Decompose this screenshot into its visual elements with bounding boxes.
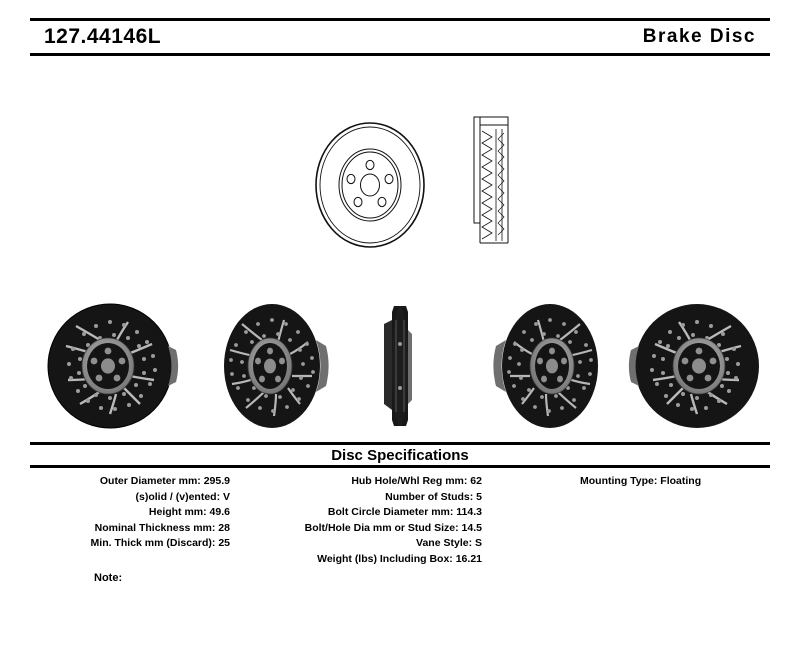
spec-item: Bolt Circle Diameter mm: 114.3 — [327, 506, 482, 518]
spec-column-3 — [520, 474, 770, 490]
spec-item: Nominal Thickness mm: 28 — [94, 521, 230, 534]
spec-item: Outer Diameter mm: 295.9 — [99, 475, 230, 487]
spec-section-header — [30, 442, 770, 468]
note-label: Note: — [94, 572, 123, 584]
rotor-view-edge-profile — [374, 300, 428, 432]
spec-item: Hub Hole/Whl Reg mm: 62 — [351, 475, 482, 487]
spec-item: Min. Thick mm (Discard): 25 — [90, 537, 230, 549]
spec-item: Number of Studs: 5 — [385, 490, 482, 503]
page-title: Brake Disc — [642, 26, 756, 47]
rotor-cross-section-drawing — [468, 103, 528, 263]
spec-item: Vane Style: S — [416, 537, 482, 549]
rotor-views-row — [22, 300, 778, 435]
spec-item: Height mm: 49.6 — [148, 506, 230, 518]
spec-column-2 — [252, 474, 482, 567]
rotor-face-outline-drawing — [300, 105, 440, 265]
rotor-view-right-front — [474, 300, 612, 432]
rotor-view-left-front — [210, 300, 348, 432]
spec-column-1 — [30, 474, 230, 552]
spec-section-title: Disc Specifications — [331, 446, 469, 464]
rotor-view-right-angled — [622, 300, 767, 432]
document-header — [30, 18, 770, 56]
spec-item: Weight (lbs) Including Box: 16.21 — [317, 552, 482, 565]
spec-item: Mounting Type: Floating — [580, 475, 702, 487]
spec-item: Bolt/Hole Dia mm or Stud Size: 14.5 — [304, 521, 482, 534]
rotor-view-left-angled — [40, 300, 185, 432]
spec-item: (s)olid / (v)ented: V — [135, 490, 230, 503]
top-drawing-area — [280, 95, 560, 275]
part-number: 127.44146L — [44, 25, 162, 48]
